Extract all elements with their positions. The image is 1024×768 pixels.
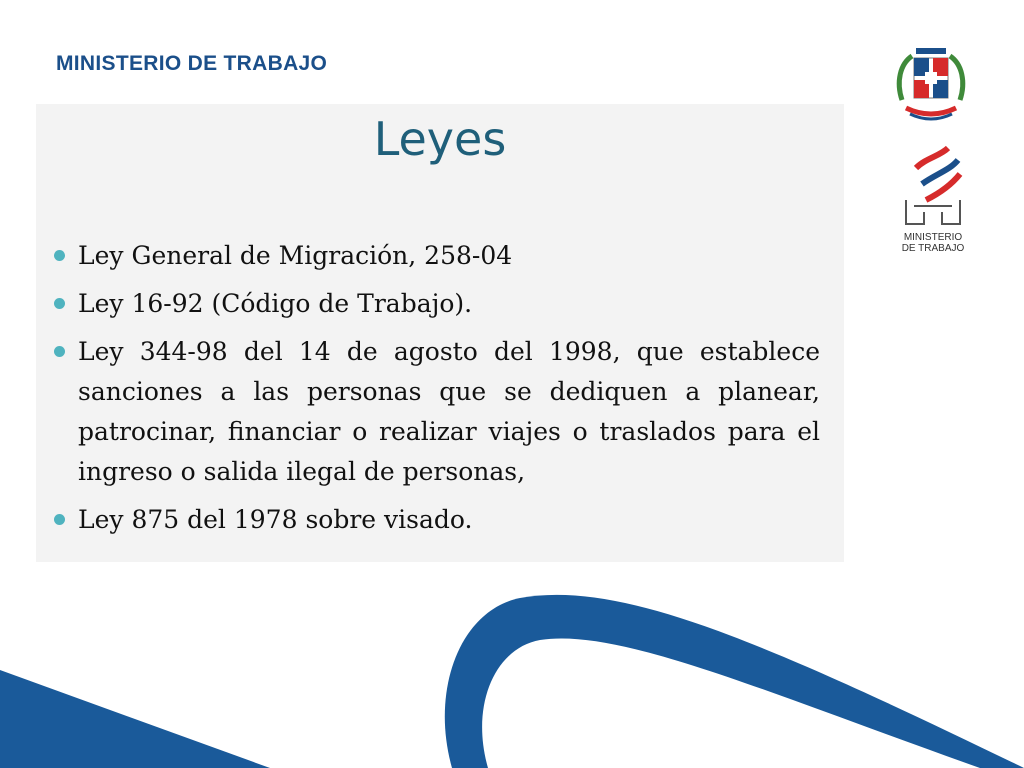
bullet-item: [52, 500, 820, 540]
bullet-text: Ley 344-98 del 14 de agosto del 1998, que establece sanciones a las personas que se dediquen a planear, patrocinar, financiar o realizar viajes o traslados para el ingreso o salida ilegal de personas,: [78, 337, 820, 486]
ministry-logo-text: [890, 232, 976, 254]
bullet-dot-icon: [54, 514, 65, 525]
bullet-item: [52, 236, 820, 276]
bullet-item: [52, 284, 820, 324]
ministry-header-text: MINISTERIO DE TRABAJO: [56, 52, 328, 75]
bullet-item: [52, 332, 820, 492]
arc-inner-white: [482, 639, 980, 768]
bullet-dot-icon: [54, 298, 65, 309]
right-blue-arc: [445, 595, 1024, 768]
coat-of-arms-icon: [892, 42, 970, 124]
bullet-text: Ley General de Migración, 258-04: [78, 241, 513, 270]
slide-title: Leyes: [373, 112, 507, 166]
ministry-logo-line1: MINISTERIO: [903, 232, 963, 243]
ministry-logo-line2: DE TRABAJO: [901, 243, 965, 254]
bullet-text: Ley 16-92 (Código de Trabajo).: [78, 289, 473, 318]
bullet-list: [52, 236, 820, 548]
bullet-dot-icon: [54, 250, 65, 261]
bullet-text: Ley 875 del 1978 sobre visado.: [78, 505, 473, 534]
left-blue-wedge: [0, 670, 270, 768]
bullet-dot-icon: [54, 346, 65, 357]
